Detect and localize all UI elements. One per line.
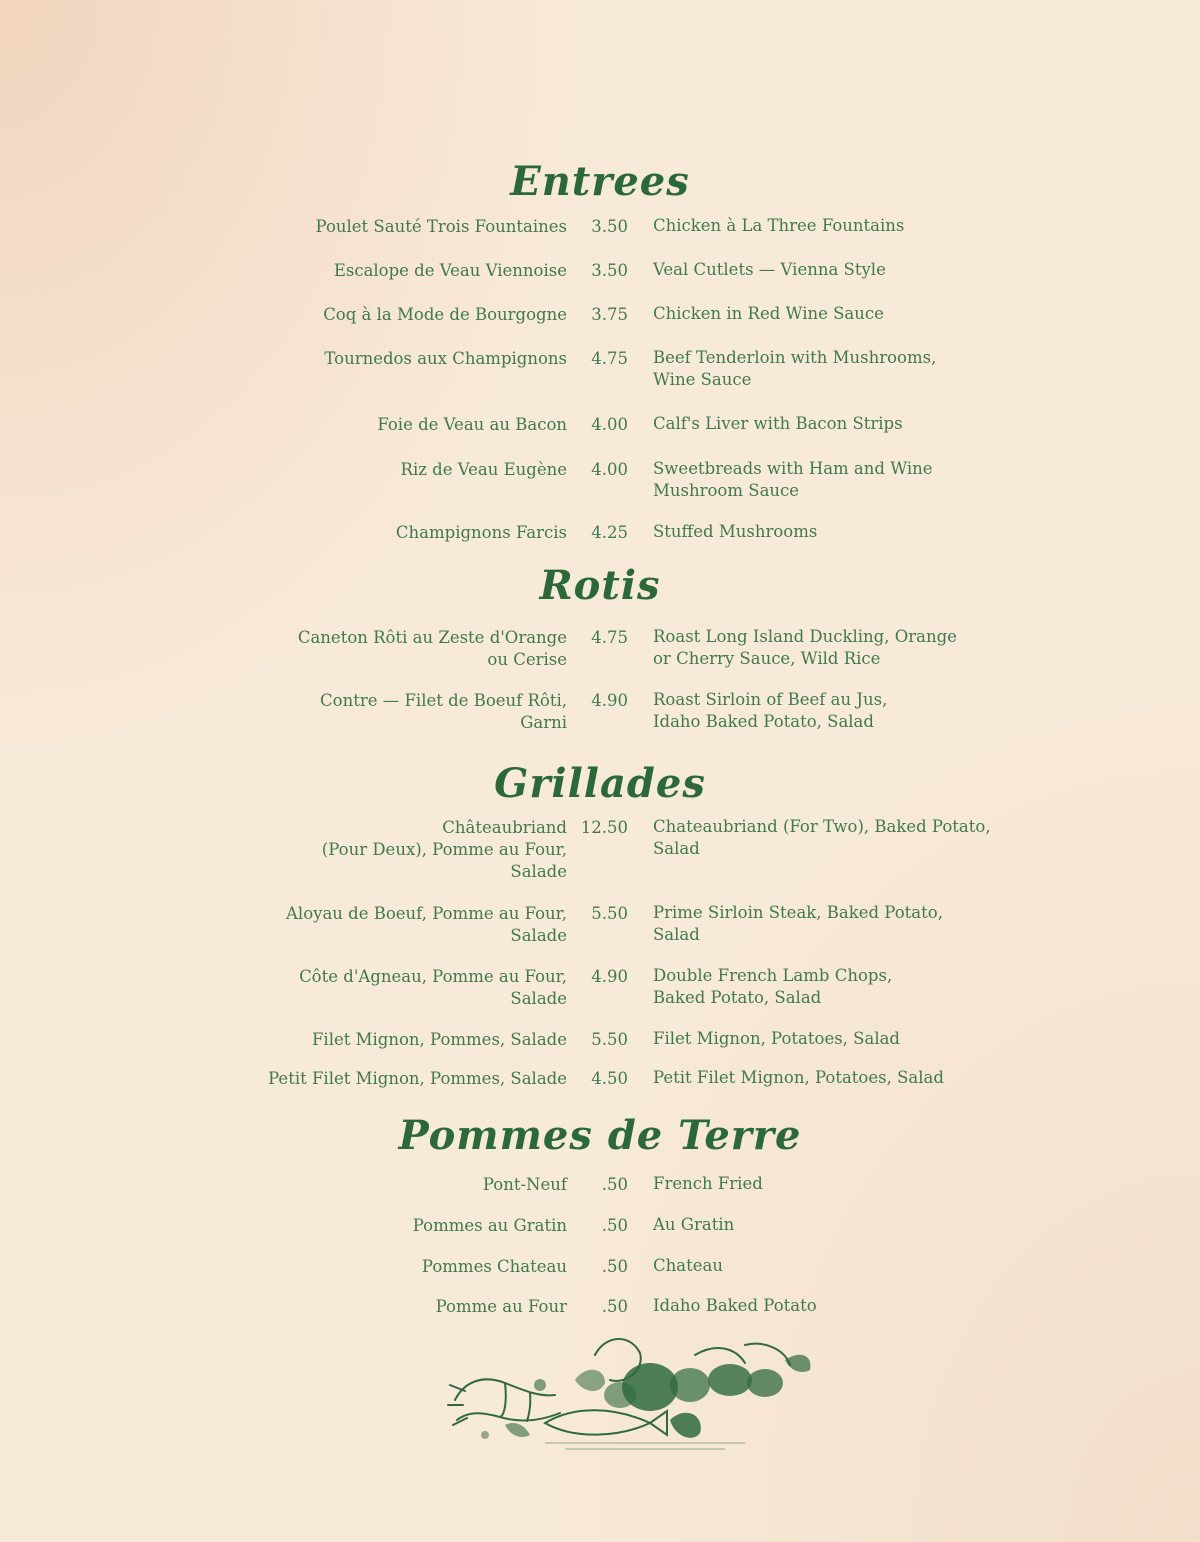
section-heading-pommes-de-terre: Pommes de Terre — [398, 1112, 802, 1159]
item-price: .50 — [601, 1216, 628, 1235]
item-english-name: Chicken in Red Wine Sauce — [653, 304, 884, 323]
item-price: 4.50 — [591, 1069, 628, 1088]
item-price: 4.00 — [591, 460, 628, 479]
item-french-name: Tournedos aux Champignons — [324, 349, 567, 368]
item-price: 3.75 — [591, 305, 628, 324]
item-english-name: Double French Lamb Chops, Baked Potato, Salad — [653, 966, 893, 1007]
item-english-name: French Fried — [653, 1174, 763, 1193]
item-price: 12.50 — [580, 818, 628, 837]
item-french-name: Escalope de Veau Viennoise — [333, 261, 567, 280]
item-french-name: Pomme au Four — [435, 1297, 567, 1316]
item-price: 4.25 — [591, 523, 628, 542]
item-price: 4.75 — [591, 349, 628, 368]
item-french-name: Côte d'Agneau, Pomme au Four, Salade — [299, 967, 567, 1008]
item-price: 3.50 — [591, 261, 628, 280]
item-price: 4.90 — [591, 691, 628, 710]
item-price: .50 — [601, 1297, 628, 1316]
item-english-name: Veal Cutlets — Vienna Style — [653, 260, 886, 279]
item-english-name: Roast Long Island Duckling, Orange or Cherry Sauce, Wild Rice — [653, 627, 957, 668]
item-english-name: Roast Sirloin of Beef au Jus, Idaho Baked Potato, Salad — [653, 690, 888, 731]
item-price: 3.50 — [591, 217, 628, 236]
item-english-name: Calf's Liver with Bacon Strips — [653, 414, 903, 433]
item-french-name: Riz de Veau Eugène — [400, 460, 567, 479]
item-english-name: Au Gratin — [653, 1215, 735, 1234]
item-french-name: Foie de Veau au Bacon — [377, 415, 567, 434]
item-english-name: Prime Sirloin Steak, Baked Potato, Salad — [653, 903, 943, 944]
item-price: 5.50 — [591, 1030, 628, 1049]
item-price: .50 — [601, 1257, 628, 1276]
item-french-name: Châteaubriand (Pour Deux), Pomme au Four, Salade — [321, 818, 567, 881]
section-heading-grillades: Grillades — [494, 760, 706, 807]
seafood-vegetable-engraving-icon — [445, 1325, 815, 1455]
item-price: .50 — [601, 1175, 628, 1194]
item-french-name: Coq à la Mode de Bourgogne — [323, 305, 567, 324]
item-english-name: Chicken à La Three Fountains — [653, 216, 905, 235]
item-english-name: Chateaubriand (For Two), Baked Potato, Salad — [653, 817, 991, 858]
item-french-name: Pont-Neuf — [482, 1175, 567, 1194]
item-french-name: Aloyau de Boeuf, Pomme au Four, Salade — [286, 904, 567, 945]
item-price: 5.50 — [591, 904, 628, 923]
item-price: 4.90 — [591, 967, 628, 986]
item-english-name: Stuffed Mushrooms — [653, 522, 818, 541]
item-french-name: Petit Filet Mignon, Pommes, Salade — [268, 1069, 567, 1088]
item-french-name: Poulet Sauté Trois Fountaines — [315, 217, 567, 236]
item-english-name: Beef Tenderloin with Mushrooms, Wine Sauce — [653, 348, 937, 389]
item-english-name: Idaho Baked Potato — [653, 1296, 817, 1315]
item-french-name: Pommes au Gratin — [412, 1216, 567, 1235]
item-price: 4.00 — [591, 415, 628, 434]
item-english-name: Chateau — [653, 1256, 723, 1275]
item-french-name: Pommes Chateau — [421, 1257, 567, 1276]
item-french-name: Filet Mignon, Pommes, Salade — [311, 1030, 567, 1049]
section-heading-rotis: Rotis — [539, 562, 661, 609]
item-french-name: Caneton Rôti au Zeste d'Orange ou Cerise — [297, 628, 567, 669]
section-heading-entrees: Entrees — [510, 158, 690, 205]
item-french-name: Champignons Farcis — [395, 523, 567, 542]
item-french-name: Contre — Filet de Boeuf Rôti, Garni — [320, 691, 567, 732]
item-english-name: Petit Filet Mignon, Potatoes, Salad — [653, 1068, 944, 1087]
item-english-name: Sweetbreads with Ham and Wine Mushroom Sauce — [653, 459, 933, 500]
item-english-name: Filet Mignon, Potatoes, Salad — [653, 1029, 900, 1048]
item-price: 4.75 — [591, 628, 628, 647]
